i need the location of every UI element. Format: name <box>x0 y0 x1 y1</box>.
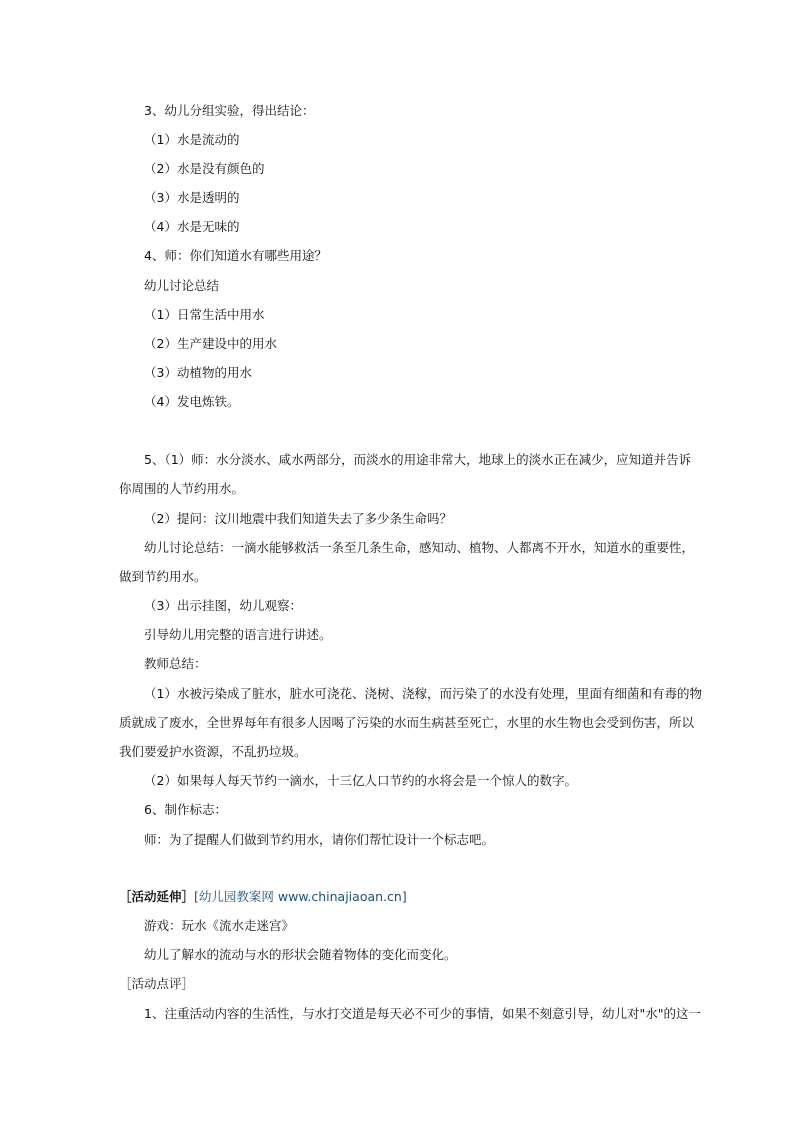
conclusion-4: （4）水是无味的 <box>144 219 240 234</box>
conclusion-3: （3）水是透明的 <box>144 190 240 205</box>
summary-paragraph-line-2: 做到节约用水。 <box>119 569 207 584</box>
discussion-summary-label: 幼儿讨论总结 <box>144 278 220 293</box>
wall-chart-line: （3）出示挂图，幼儿观察： <box>144 598 302 613</box>
step-6-instruction: 师：为了提醒人们做到节约用水，请你们帮忙设计一个标志吧。 <box>144 832 495 847</box>
comment-heading: ［活动点评］ <box>119 976 195 991</box>
use-3: （3）动植物的用水 <box>144 365 252 380</box>
use-2: （2）生产建设中的用水 <box>144 336 277 351</box>
conclusion-2: （2）水是没有颜色的 <box>144 161 265 176</box>
comment-point-1: 1、注重活动内容的生活性，与水打交道是每天必不可少的事情，如果不刻意引导，幼儿对"水"的这一 <box>144 1006 701 1021</box>
step-6-heading: 6、制作标志： <box>144 802 227 817</box>
source-link[interactable]: [幼儿园教案网 www.chinajiaoan.cn] <box>194 889 407 904</box>
step-3-heading: 3、幼儿分组实验，得出结论： <box>144 103 315 118</box>
step-4-heading: 4、师：你们知道水有哪些用途？ <box>144 248 327 263</box>
extension-heading: ［活动延伸］ <box>119 889 195 904</box>
step-5-paragraph-line-2: 你周围的人节约用水。 <box>119 481 245 496</box>
teacher-summary-point-2: （2）如果每人每天节约一滴水，十三亿人口节约的水将会是一个惊人的数字。 <box>144 773 577 788</box>
game-line: 游戏：玩水《流水走迷宫》 <box>144 918 295 933</box>
use-1: （1）日常生活中用水 <box>144 307 265 322</box>
question-line: （2）提问：汶川地震中我们知道失去了多少条生命吗？ <box>144 511 452 526</box>
understanding-line: 幼儿了解水的流动与水的形状会随着物体的变化而变化。 <box>144 947 457 962</box>
use-4: （4）发电炼铁。 <box>144 394 240 409</box>
teacher-summary-label: 教师总结： <box>144 656 207 671</box>
teacher-summary-line-2: 质就成了废水，全世界每年有很多人因喝了污染的水而生病甚至死亡，水里的水生物也会受到伤害，所以 <box>119 715 695 730</box>
step-5-paragraph-line-1: 5、（1）师：水分淡水、咸水两部分，而淡水的用途非常大，地球上的淡水正在减少，应知道并告诉 <box>144 452 692 467</box>
teacher-summary-line-3: 我们要爱护水资源，不乱扔垃圾。 <box>119 744 307 759</box>
guide-line: 引导幼儿用完整的语言进行讲述。 <box>144 627 332 642</box>
summary-paragraph-line-1: 幼儿讨论总结：一滴水能够救活一条至几条生命，感知动、植物、人都离不开水，知道水的重要性， <box>144 540 695 555</box>
conclusion-1: （1）水是流动的 <box>144 132 240 147</box>
teacher-summary-line-1: （1）水被污染成了脏水，脏水可浇花、浇树、浇稼，而污染了的水没有处理，里面有细菌和有毒的物 <box>144 686 702 701</box>
extension-heading-row <box>119 889 407 905</box>
